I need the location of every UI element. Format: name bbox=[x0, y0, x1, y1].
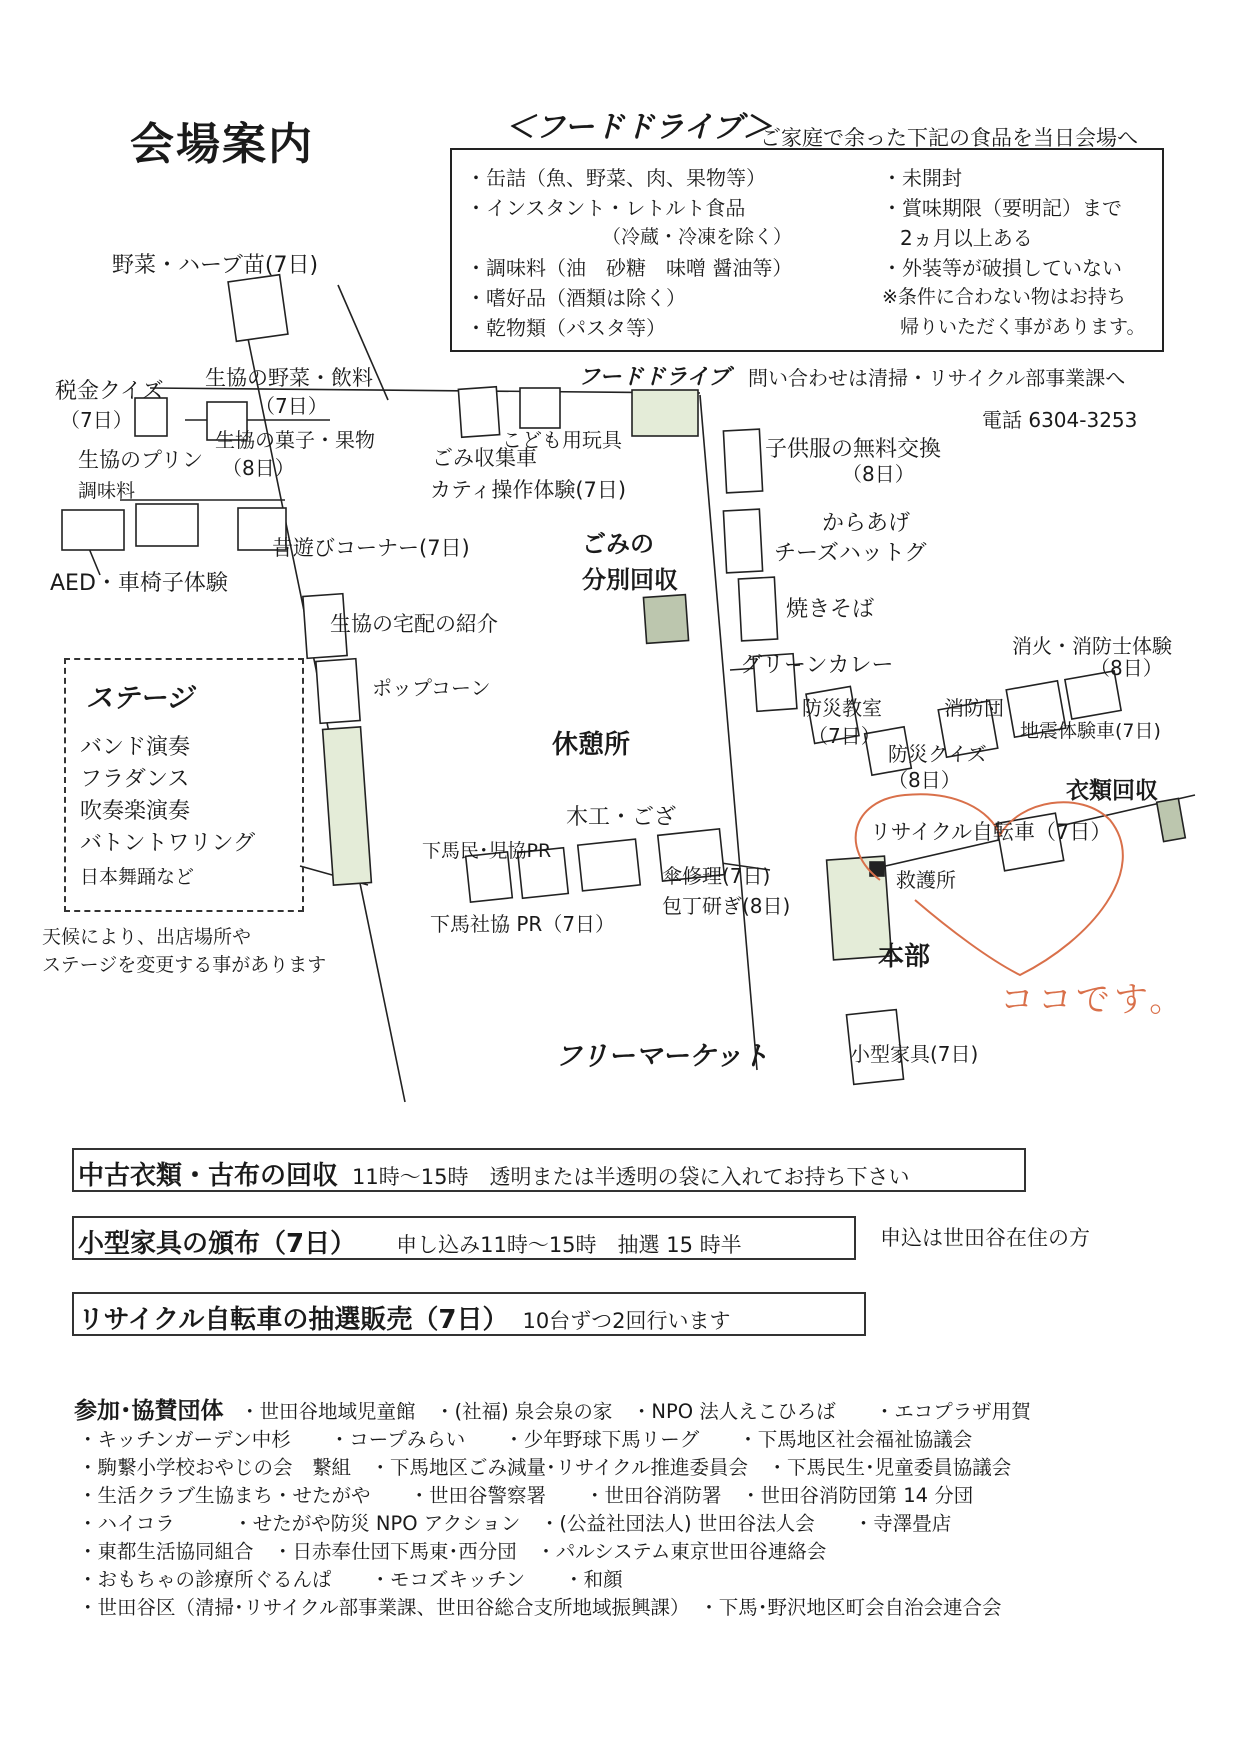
sponsor-line: ・世田谷地域児童館 ・(社福) 泉会泉の家 ・NPO 法人えこひろば ・エコプラザ用賀 bbox=[240, 1400, 1031, 1423]
label-vegetables: 野菜・ハーブ苗(7日) bbox=[112, 253, 319, 278]
label-coop-veg: 生協の野菜・飲料 bbox=[205, 366, 373, 390]
notice-bike-text: 10台ずつ2回行います bbox=[522, 1309, 731, 1333]
food-item: ・缶詰（魚、野菜、肉、果物等） bbox=[466, 166, 766, 190]
label-garbage-sort: ごみの bbox=[582, 530, 654, 558]
notice-furniture bbox=[72, 1216, 856, 1260]
label-knife: 包丁研ぎ(8日) bbox=[662, 894, 791, 918]
food-item: ・インスタント・レトルト食品 bbox=[466, 196, 746, 220]
weather-note-2: ステージを変更する事があります bbox=[42, 954, 327, 976]
food-condition: ・外装等が破損していない bbox=[882, 256, 1122, 280]
label-recycle-bike: リサイクル自転車（7日） bbox=[870, 820, 1112, 844]
label-disaster-quiz: 防災クイズ bbox=[888, 742, 987, 766]
sponsor-line: ・キッチンガーデン中杉 ・コープみらい ・少年野球下馬リーグ ・下馬地区社会福祉協議会 bbox=[78, 1428, 973, 1451]
label-old-games: 昔遊びコーナー(7日) bbox=[272, 536, 470, 560]
stage-title: ステージ bbox=[86, 683, 193, 714]
sponsor-line: ・おもちゃの診療所ぐるんぱ ・モコズキッチン ・和顔 bbox=[78, 1568, 623, 1591]
food-item: ・乾物類（パスタ等） bbox=[466, 316, 666, 340]
label-disaster-class: 防災教室 bbox=[802, 696, 882, 720]
food-item: （冷蔵・冷凍を除く） bbox=[602, 226, 793, 248]
stage-item: 吹奏楽演奏 bbox=[80, 799, 191, 824]
notice-row bbox=[78, 1223, 742, 1260]
sponsor-line: ・世田谷区（清掃･リサイクル部事業課、世田谷総合支所地域振興課） ・下馬･野沢地区町会自治会連合会 bbox=[78, 1596, 1002, 1619]
label-coop-veg-day: （7日） bbox=[255, 394, 328, 418]
label-fire-brigade: 消防団 bbox=[944, 696, 1004, 720]
label-garbage-truck: ごみ収集車 bbox=[432, 446, 537, 470]
sponsor-line: ・ハイコラ ・せたがや防災 NPO アクション ・(公益社団法人) 世田谷法人会 ・寺澤畳店 bbox=[78, 1512, 952, 1535]
sponsors-head: 参加･協賛団体 bbox=[74, 1398, 224, 1424]
label-karaage: からあげ bbox=[822, 511, 911, 536]
label-woodwork: 木工・ござ bbox=[566, 805, 677, 830]
label-cutie: カティ操作体験(7日) bbox=[430, 478, 627, 502]
label-coop-pudding: 生協のプリン bbox=[78, 448, 204, 472]
notice-furniture-text: 申し込み11時〜15時 抽選 15 時半 bbox=[396, 1233, 742, 1257]
food-drive-phone: 電話 6304-3253 bbox=[982, 408, 1138, 432]
food-condition: ・賞味期限（要明記）まで bbox=[882, 196, 1122, 220]
food-drive-heading: ＜フードドライブ＞ bbox=[505, 110, 773, 145]
label-kids-clothes-day: （8日） bbox=[842, 462, 915, 486]
label-quake-truck: 地震体験車(7日) bbox=[1020, 720, 1161, 742]
food-item: ・嗜好品（酒類は除く） bbox=[466, 286, 686, 310]
label-yakisoba: 焼きそば bbox=[786, 597, 875, 622]
notice-furniture-extra: 申込は世田谷在住の方 bbox=[880, 1226, 1090, 1250]
label-cheese-hotdog: チーズハットグ bbox=[774, 541, 927, 566]
food-drive-contact: 問い合わせは清掃・リサイクル部事業課へ bbox=[748, 366, 1126, 390]
label-coop-delivery: 生協の宅配の紹介 bbox=[330, 612, 498, 636]
notice-clothes-text: 11時〜15時 透明または半透明の袋に入れてお持ち下さい bbox=[352, 1165, 910, 1189]
label-fire-exp-day: （8日） bbox=[1090, 656, 1163, 680]
label-first-aid: 救護所 bbox=[896, 868, 956, 892]
label-hq: 本部 bbox=[878, 942, 931, 972]
stage-item: フラダンス bbox=[80, 767, 190, 792]
sponsor-line: ・生活クラブ生協まち・せたがや ・世田谷警察署 ・世田谷消防署 ・世田谷消防団第 14 分団 bbox=[78, 1484, 974, 1507]
label-kids-toys: こども用玩具 bbox=[502, 428, 622, 452]
stage-item: バトントワリング bbox=[80, 831, 256, 856]
label-fire-exp: 消火・消防士体験 bbox=[1012, 634, 1172, 658]
page-title: 会場案内 bbox=[130, 119, 314, 170]
sponsor-line: ・東都生活協同組合 ・日赤奉仕団下馬東･西分団 ・パルシステム東京世田谷連絡会 bbox=[78, 1540, 827, 1563]
label-small-furniture: 小型家具(7日) bbox=[850, 1042, 979, 1066]
notice-bike-head: リサイクル自転車の抽選販売（7日） bbox=[78, 1305, 509, 1335]
notice-clothes-head: 中古衣類・古布の回収 bbox=[78, 1161, 339, 1191]
label-koko: ココです。 bbox=[1000, 980, 1188, 1020]
label-rest-area: 休憩所 bbox=[552, 730, 631, 760]
label-tax-quiz: 税金クイズ bbox=[55, 379, 164, 404]
label-seasoning: 調味料 bbox=[78, 480, 136, 502]
food-drive-map-label: フードドライブ bbox=[578, 365, 731, 390]
notice-row bbox=[78, 1299, 731, 1336]
notice-bike bbox=[72, 1292, 866, 1336]
label-clothes-collect: 衣類回収 bbox=[1066, 778, 1158, 804]
label-shakyo-pr: 下馬社協 PR（7日） bbox=[430, 912, 616, 936]
label-umbrella: 傘修理(7日) bbox=[662, 864, 771, 888]
food-drive-subheading: ご家庭で余った下記の食品を当日会場へ bbox=[760, 126, 1138, 150]
label-garbage-sort-2: 分別回収 bbox=[582, 566, 678, 594]
label-coop-sweets-day: （8日） bbox=[222, 456, 295, 480]
label-green-curry: グリーンカレー bbox=[740, 653, 894, 678]
stage-more: 日本舞踊など bbox=[80, 866, 195, 888]
notice-row bbox=[78, 1155, 909, 1192]
label-shimouma-pr: 下馬民･児協PR bbox=[422, 840, 552, 862]
stage-item: バンド演奏 bbox=[80, 735, 191, 760]
label-disaster-class-day: （7日） bbox=[808, 724, 881, 748]
label-tax-quiz-day: （7日） bbox=[60, 408, 133, 432]
food-condition: 帰りいただく事があります。 bbox=[900, 316, 1146, 338]
label-kids-clothes: 子供服の無料交換 bbox=[765, 437, 942, 462]
food-drive-box bbox=[450, 148, 1164, 352]
food-item: ・調味料（油 砂糖 味噌 醤油等） bbox=[466, 256, 793, 280]
label-disaster-quiz-day: （8日） bbox=[888, 768, 961, 792]
label-flea-market: フリーマーケット bbox=[555, 1041, 769, 1072]
food-condition: ※条件に合わない物はお持ち bbox=[882, 286, 1126, 308]
notice-clothes bbox=[72, 1148, 1026, 1192]
label-coop-sweets: 生協の菓子・果物 bbox=[215, 428, 375, 452]
sponsor-line: ・駒繋小学校おやじの会 繋組 ・下馬地区ごみ減量･リサイクル推進委員会 ・下馬民生･児童委員協議会 bbox=[78, 1456, 1012, 1479]
food-condition: ・未開封 bbox=[882, 166, 962, 190]
label-aed: AED・車椅子体験 bbox=[50, 571, 228, 596]
weather-note: 天候により、出店場所や bbox=[42, 926, 252, 948]
notice-furniture-head: 小型家具の頒布（7日） bbox=[78, 1229, 357, 1259]
label-popcorn: ポップコーン bbox=[372, 676, 491, 700]
food-condition: 2ヵ月以上ある bbox=[900, 226, 1033, 250]
stage-box bbox=[64, 658, 304, 912]
